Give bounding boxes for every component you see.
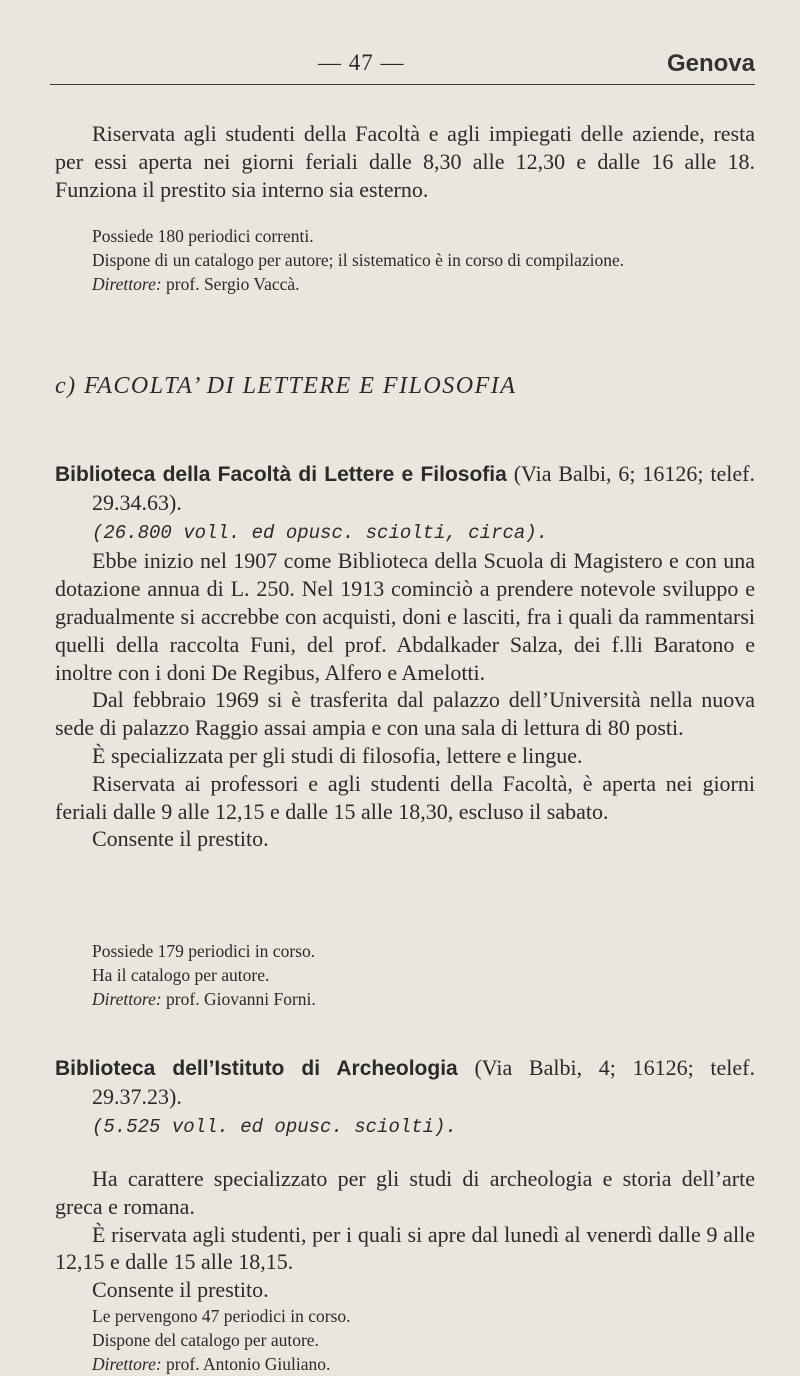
library-name: Biblioteca della Facoltà di Lettere e Filosofia [55, 463, 507, 486]
library-title [55, 460, 755, 517]
library-paragraph: Ha carattere specializzato per gli studi di archeologia e storia dell’arte greca e romana. [55, 1166, 755, 1219]
intro-block [55, 120, 755, 203]
library-title [55, 1054, 755, 1111]
page-number: — 47 — [318, 50, 405, 75]
library-director [55, 987, 755, 1011]
library-details-lettere [55, 939, 755, 1011]
intro-details [55, 224, 755, 296]
library-holdings: (5.525 voll. ed opusc. sciolti). [92, 1115, 457, 1138]
director-name: prof. Giovanni Forni. [166, 989, 316, 1010]
library-entry-lettere [55, 460, 755, 853]
director-label: Direttore: [92, 274, 162, 295]
page-header [50, 50, 755, 85]
library-address: (Via Balbi, 4; 16126; telef. 29.37.23). [92, 1055, 756, 1109]
library-continuation-archeologia [55, 1165, 755, 1376]
library-address: (Via Balbi, 6; 16126; telef. 29.34.63). [92, 461, 755, 515]
running-head: Genova [666, 50, 755, 77]
section-heading: c) FACOLTA’ DI LETTERE E FILOSOFIA [55, 373, 517, 399]
director-label: Direttore: [92, 989, 162, 1010]
director-label: Direttore: [92, 1354, 162, 1375]
library-paragraph: Consente il prestito. [92, 1277, 269, 1303]
library-paragraph: Riservata ai professori e agli studenti della Facoltà, è aperta nei giorni feriali dalle 9 alle 12,15 e dalle 15 alle 18,30, escluso il sabato. [55, 770, 755, 824]
library-paragraph: Ebbe inizio nel 1907 come Biblioteca della Scuola di Magistero e con una dotazione annua di L. 250. Nel 1913 cominciò a prendere notevole sviluppo e gradualmente si accrebbe con acquisti, doni e lasciti, fra i quali da rammentarsi quelli della raccolta Funi, del prof. Abdalkader Salza, dei f.lli Baratono e inoltre con i doni De Regibus, Alfero e Amelotti. [55, 548, 755, 685]
section-heading-block [55, 373, 755, 400]
library-paragraph: Dal febbraio 1969 si è trasferita dal palazzo dell’Università nella nuova sede di palazzo Raggio assai ampia e con una sala di lettura di 80 posti. [55, 687, 755, 741]
library-director [55, 1352, 755, 1376]
library-catalog: Ha il catalogo per autore. [92, 965, 270, 986]
director-name: prof. Sergio Vaccà. [166, 274, 300, 295]
intro-periodicals: Possiede 180 periodici correnti. [92, 226, 314, 246]
library-name: Biblioteca dell’Istituto di Archeologia [55, 1057, 458, 1080]
library-paragraph: È riservata agli studenti, per i quali si apre dal lunedì al venerdì dalle 9 alle 12,15 e dalle 15 alle 18,15. [55, 1221, 755, 1275]
intro-director [55, 272, 755, 296]
intro-paragraph: Riservata agli studenti della Facoltà e agli impiegati delle aziende, resta per essi aperta nei giorni feriali dalle 8,30 alle 12,30 e dalle 16 alle 18. Funziona il prestito sia interno sia esterno. [55, 121, 755, 202]
director-name: prof. Antonio Giuliano. [166, 1354, 331, 1375]
library-periodicals: Possiede 179 periodici in corso. [92, 941, 316, 961]
library-entry-archeologia [55, 1054, 755, 1141]
library-holdings: (26.800 voll. ed opusc. sciolti, circa). [92, 521, 549, 544]
library-paragraph: Consente il prestito. [92, 826, 269, 852]
library-periodicals: Le pervengono 47 periodici in corso. [92, 1305, 351, 1326]
library-catalog: Dispone del catalogo per autore. [92, 1330, 319, 1351]
intro-catalog: Dispone di un catalogo per autore; il sistematico è in corso di compilazione. [92, 250, 625, 271]
library-paragraph: È specializzata per gli studi di filosofia, lettere e lingue. [92, 742, 583, 768]
